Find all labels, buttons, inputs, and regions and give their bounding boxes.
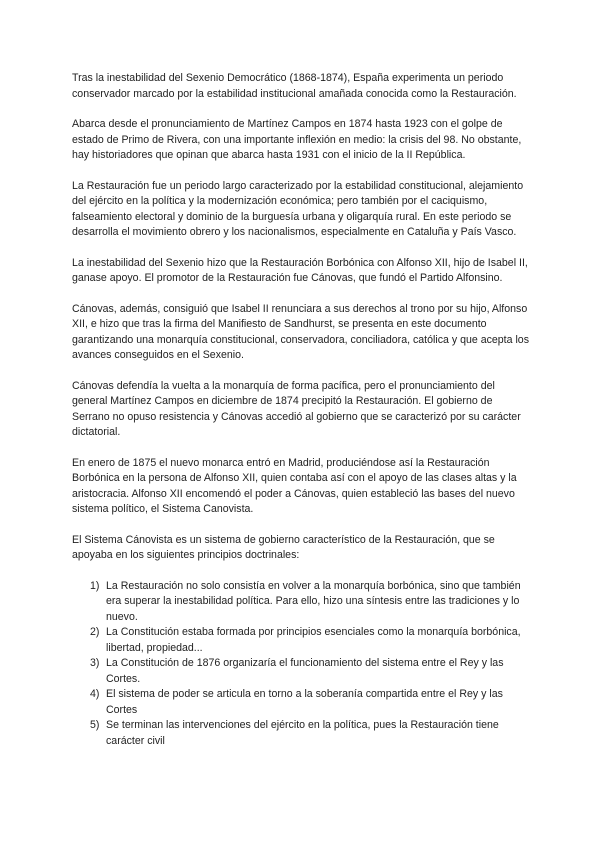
paragraph-support: La inestabilidad del Sexenio hizo que la Restauración Borbónica con Alfonso XII, hijo de Isabel II, ganase apoyo. El promotor de la Restauración fue Cánovas, que fundó el Partido Alfonsino.: [72, 256, 528, 284]
list-item: [90, 656, 532, 687]
list-number: 1): [90, 579, 100, 592]
list-item: [90, 687, 532, 718]
paragraph-alfonso-xii: En enero de 1875 el nuevo monarca entró en Madrid, produciéndose así la Restauración Borbónica en la persona de Alfonso XII, quien contaba así con el apoyo de las clases altas y la aristocracia. Alfonso XII encomendó el poder a Cánovas, quien estableció las bases del nuevo sistema político, el Sistema Canovista.: [72, 456, 517, 515]
list-text: La Constitución estaba formada por principios esenciales como la monarquía borbónica, libertad, propiedad...: [106, 626, 521, 654]
list-item: [90, 625, 532, 656]
paragraph-pronunciamiento: Cánovas defendía la vuelta a la monarquía de forma pacífica, pero el pronunciamiento del general Martínez Campos en diciembre de 1874 precipitó la Restauración. El gobierno de Serrano no opuso resistencia y Cánovas accedió al gobierno que se caracterizó por su carácter dictatorial.: [72, 379, 521, 438]
list-item: [90, 718, 532, 749]
paragraph-canovas: Cánovas, además, consiguió que Isabel II renunciara a sus derechos al trono por su hijo, Alfonso XII, e hizo que tras la firma del Manifiesto de Sandhurst, se presenta en este documento garantizando una monarquía constitucional, conservadora, conciliadora, católica y que acepta los avances conseguidos en el Sexenio.: [72, 302, 529, 361]
list-number: 5): [90, 719, 100, 731]
paragraph-intro: Tras la inestabilidad del Sexenio Democrático (1868-1874), España experimenta un periodo conservador marcado por la estabilidad institucional amañada conocida como la Restauración.: [72, 72, 517, 100]
list-text: Se terminan las intervenciones del ejército en la política, pues la Restauración tiene carácter civil: [106, 719, 499, 747]
list-text: La Constitución de 1876 organizaría el funcionamiento del sistema entre el Rey y las Cortes.: [106, 657, 504, 685]
paragraph-sistema-canovista: El Sistema Cánovista es un sistema de gobierno característico de la Restauración, que se apoyaba en los siguientes principios doctrinales:: [72, 533, 495, 561]
list-number: 3): [90, 657, 100, 669]
paragraph-period: Abarca desde el pronunciamiento de Martínez Campos en 1874 hasta 1923 con el golpe de estado de Primo de Rivera, con una importante inflexión en medio: la crisis del 98. No obstante, hay historiadores que opinan que abarca hasta 1931 con el inicio de la II República.: [72, 118, 522, 161]
list-text: La Restauración no solo consistía en volver a la monarquía borbónica, sino que también era superar la inestabilidad política. Para ello, hizo una síntesis entre las tradiciones y lo nuevo.: [106, 579, 521, 623]
paragraph-characteristics: La Restauración fue un periodo largo caracterizado por la estabilidad constitucional, alejamiento del ejército en la política y la modernización económica; pero también por el caciquismo, falseamiento electoral y dominio de la burguesía urbana y oligarquía rural. En este periodo se desarrolla el movimiento obrero y los nacionalismos, especialmente en Cataluña y País Vasco.: [72, 179, 524, 238]
list-number: 4): [90, 688, 100, 700]
list-number: 2): [90, 626, 100, 638]
principles-list: [72, 579, 532, 750]
list-item: [90, 579, 532, 626]
document-body: [72, 71, 532, 749]
list-text: El sistema de poder se articula en torno a la soberanía compartida entre el Rey y las Cortes: [106, 688, 503, 716]
